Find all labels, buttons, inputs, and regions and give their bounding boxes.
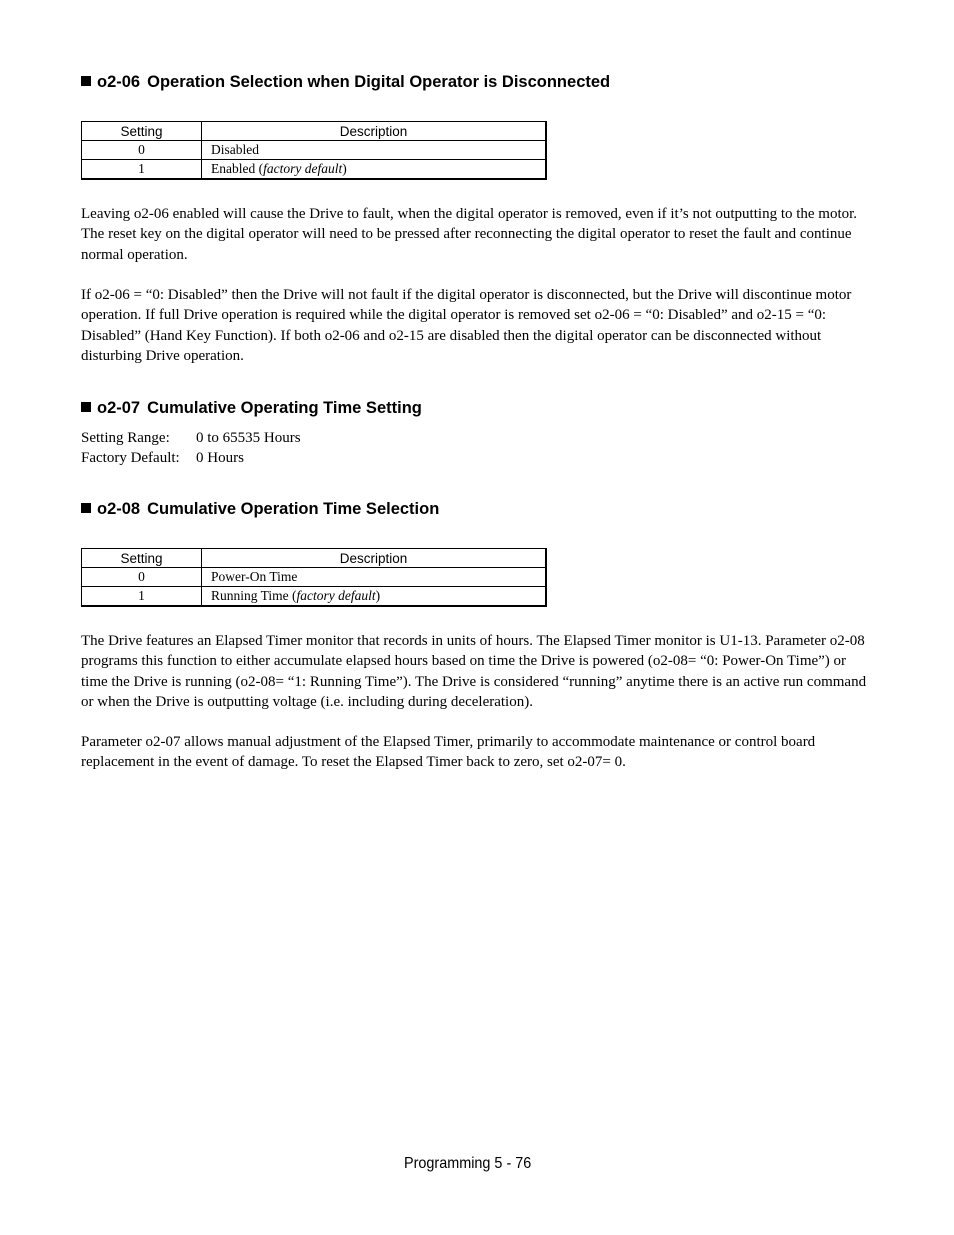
column-header-setting: Setting (82, 122, 202, 141)
table-header-row (82, 122, 547, 141)
parameter-code: o2-08 (97, 500, 141, 518)
table-row (82, 568, 547, 587)
parameter-spec (81, 428, 301, 469)
body-paragraph: If o2-06 = “0: Disabled” then the Drive will not fault if the digital operator is disconnected, but the Drive will discontinue motor operation. If full Drive operation is required while the digital operator is removed set o2-06 = “0: Disabled” and o2-15 = “0: Disabled” (Hand Key Function). If both o2-06 and o2-15 are disabled then the digital operator can be disconnected without disturbing Drive operation. (81, 287, 852, 365)
setting-description (202, 587, 547, 606)
section-heading-o2-07 (81, 398, 422, 418)
parameter-code: o2-07 (97, 399, 141, 417)
setting-range-value: 0 to 65535 Hours (196, 430, 301, 446)
setting-value: 1 (82, 160, 202, 179)
body-paragraph: Parameter o2-07 allows manual adjustment of the Elapsed Timer, primarily to accommodate maintenance or control board replacement in the event of damage. To reset the Elapsed Timer back to zero, set o2-07= 0. (81, 734, 816, 771)
section-title: Operation Selection when Digital Operator is Disconnected (147, 73, 611, 91)
factory-default-note: factory default (296, 587, 376, 603)
factory-default-value: 0 Hours (196, 450, 244, 467)
section-heading-o2-06 (81, 72, 610, 92)
setting-value: 1 (82, 587, 202, 606)
factory-default-row (81, 448, 301, 468)
page-footer: Programming 5 - 76 (404, 1155, 532, 1172)
description-close: ) (342, 160, 347, 176)
column-header-description: Description (202, 122, 547, 141)
setting-description (202, 141, 547, 160)
square-bullet-icon (81, 503, 91, 513)
description-close: ) (375, 587, 381, 603)
square-bullet-icon (81, 76, 91, 86)
section-title: Cumulative Operation Time Selection (147, 500, 440, 518)
table-row (82, 141, 547, 160)
table-header-row (82, 549, 547, 568)
section-title: Cumulative Operating Time Setting (147, 399, 422, 417)
body-paragraph: The Drive features an Elapsed Timer monitor that records in units of hours. The Elapsed Timer monitor is U1-13. Parameter o2-08 programs this function to either accumulate elapsed hours based on time the Drive is powered (o2-08= “0: Power-On Time”) or time the Drive is running (o2-08= “1: Running Time”). The Drive is considered “running” anytime there is an active run command or when the Drive is outputting voltage (i.e. including during deceleration). (81, 633, 867, 711)
column-header-setting: Setting (82, 549, 202, 568)
section-heading-o2-08 (81, 499, 439, 519)
table-row (82, 160, 547, 179)
description-text: Power-On Time (211, 569, 298, 584)
square-bullet-icon (81, 402, 91, 412)
setting-value: 0 (82, 141, 202, 160)
description-text: Running Time ( (211, 587, 297, 603)
settings-table-o2-06 (81, 121, 547, 180)
factory-default-note: factory default (263, 160, 343, 176)
setting-range-label: Setting Range: (81, 430, 170, 446)
settings-table-o2-08 (81, 548, 547, 607)
setting-description (202, 160, 547, 179)
column-header-description: Description (202, 549, 547, 568)
description-text: Enabled ( (211, 160, 264, 176)
factory-default-label: Factory Default: (81, 450, 180, 467)
setting-description (202, 568, 547, 587)
parameter-code: o2-06 (97, 73, 141, 91)
table-row (82, 587, 547, 606)
setting-range-row (81, 428, 301, 448)
body-paragraph: Leaving o2-06 enabled will cause the Drive to fault, when the digital operator is removed, even if it’s not outputting to the motor. The reset key on the digital operator will need to be pressed after reconnecting the digital operator to reset the fault and continue normal operation. (81, 206, 858, 263)
description-text: Disabled (211, 142, 259, 157)
setting-value: 0 (82, 568, 202, 587)
